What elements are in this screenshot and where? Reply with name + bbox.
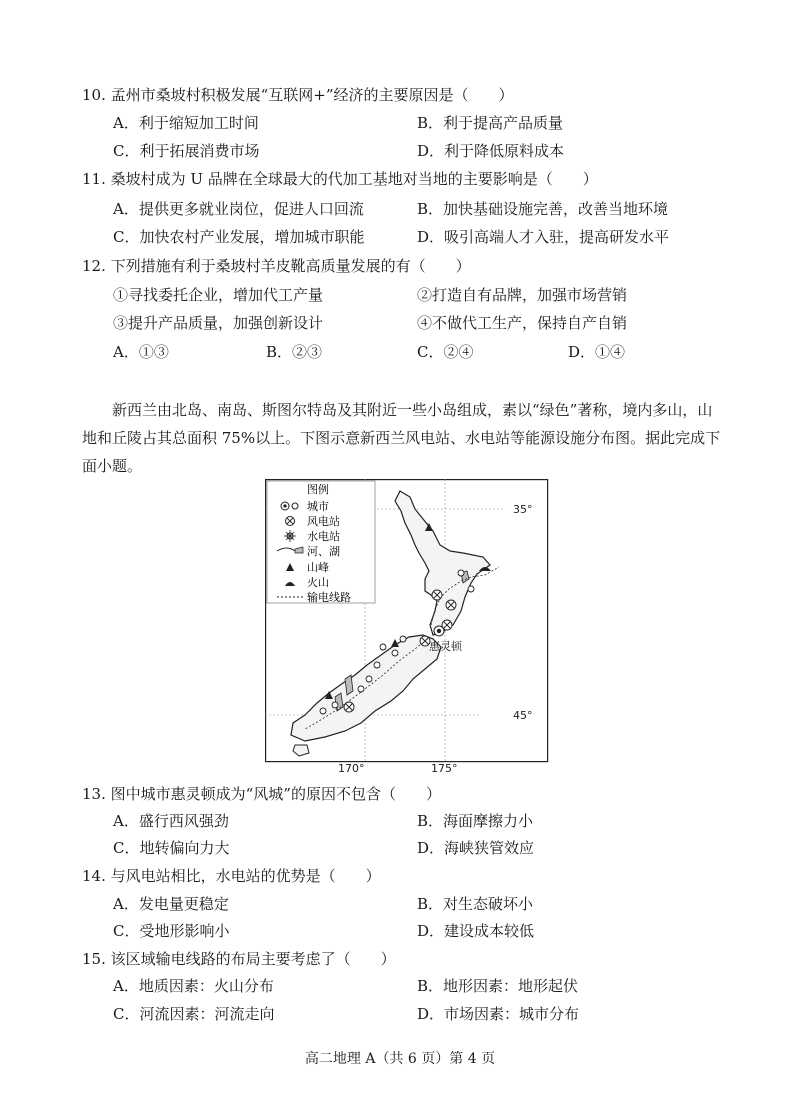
- q14-option-a: A．发电量更稳定: [113, 895, 229, 913]
- q13-option-c: C．地转偏向力大: [113, 839, 230, 857]
- question-10-stem: 10. 孟州市桑坡村积极发展“互联网+”经济的主要原因是（ ）: [82, 86, 514, 104]
- q10-option-a: A．利于缩短加工时间: [113, 114, 259, 132]
- legend-wind: 风电站: [307, 515, 340, 528]
- question-12-stem: 12. 下列措施有利于桑坡村羊皮靴高质量发展的有（ ）: [82, 257, 471, 275]
- q14-option-b: B．对生态破坏小: [417, 895, 534, 913]
- wellington-city-icon: [434, 626, 444, 636]
- q12-option-a: A．①③: [113, 343, 169, 361]
- lat-45-label: 45°: [513, 709, 533, 722]
- lon-170-label: 170°: [338, 762, 365, 775]
- legend-title: 图例: [307, 483, 329, 496]
- q14-option-d: D．建设成本较低: [417, 922, 535, 940]
- q10-option-c: C．利于拓展消费市场: [113, 142, 260, 160]
- map-svg: [265, 479, 549, 763]
- wind-symbol-icon: [286, 517, 295, 526]
- legend-river: 河、湖: [307, 545, 340, 558]
- legend-line: 输电线路: [307, 591, 351, 604]
- q14-option-c: C．受地形影响小: [113, 922, 230, 940]
- q15-option-a: A．地质因素：火山分布: [113, 977, 274, 995]
- q12-option-b: B．②③: [266, 343, 323, 361]
- q12-statement-1: ①寻找委托企业，增加代工产量: [113, 286, 324, 304]
- page-footer: 高二地理 A（共 6 页）第 4 页: [304, 1051, 496, 1067]
- q12-statement-4: ④不做代工生产，保持自产自销: [417, 314, 628, 332]
- q15-option-d: D．市场因素：城市分布: [417, 1005, 580, 1023]
- map-legend: [267, 481, 375, 604]
- legend-hydro: 水电站: [307, 530, 340, 543]
- wellington-label: 惠灵顿: [429, 640, 462, 653]
- q15-option-c: C．河流因素：河流走向: [113, 1005, 275, 1023]
- question-13-stem: 13. 图中城市惠灵顿成为“风城”的原因不包含（ ）: [82, 785, 441, 803]
- q10-option-b: B．利于提高产品质量: [417, 114, 564, 132]
- question-15-stem: 15. 该区域输电线路的布局主要考虑了（ ）: [82, 950, 396, 968]
- q13-option-a: A．盛行西风强劲: [113, 812, 229, 830]
- q11-option-b: B．加快基础设施完善，改善当地环境: [417, 200, 669, 218]
- legend-city: 城市: [307, 500, 329, 513]
- question-11-stem: 11. 桑坡村成为 U 品牌在全球最大的代加工基地对当地的主要影响是（ ）: [82, 170, 598, 188]
- question-14-stem: 14. 与风电站相比，水电站的优势是（ ）: [82, 867, 381, 885]
- legend-peak: 山峰: [307, 561, 329, 574]
- q10-option-d: D．利于降低原料成本: [417, 142, 565, 160]
- q12-statement-3: ③提升产品质量，加强创新设计: [113, 314, 324, 332]
- legend-volcano: 火山: [307, 576, 329, 589]
- q13-option-b: B．海面摩擦力小: [417, 812, 534, 830]
- q11-option-a: A．提供更多就业岗位，促进人口回流: [113, 200, 364, 218]
- q12-statement-2: ②打造自有品牌，加强市场营销: [417, 286, 628, 304]
- q12-option-c: C．②④: [417, 343, 474, 361]
- q11-option-d: D．吸引高端人才入驻，提高研发水平: [417, 228, 670, 246]
- q11-option-c: C．加快农村产业发展，增加城市职能: [113, 228, 365, 246]
- lon-175-label: 175°: [431, 762, 458, 775]
- new-zealand-map: [265, 479, 549, 767]
- q15-option-b: B．地形因素：地形起伏: [417, 977, 579, 995]
- q12-option-d: D．①④: [568, 343, 626, 361]
- passage-text: 新西兰由北岛、南岛、斯图尔特岛及其附近一些小岛组成，素以“绿色”著称，境内多山，山地和丘陵占其总面积 75%以上。下图示意新西兰风电站、水电站等能源设施分布图。据此完成下面小题。: [82, 401, 721, 475]
- q13-option-d: D．海峡狭管效应: [417, 839, 535, 857]
- lat-35-label: 35°: [513, 503, 533, 516]
